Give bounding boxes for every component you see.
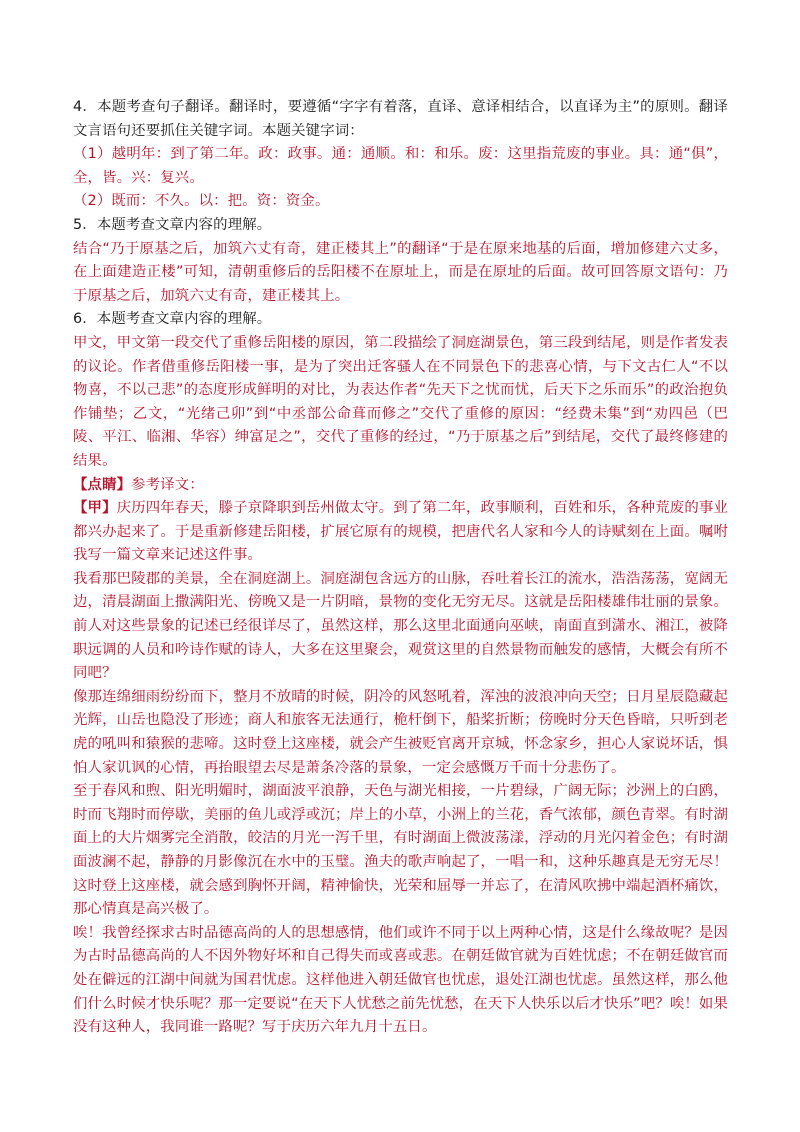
dianjing-heading <box>73 474 728 498</box>
q4-heading: 4．本题考查句子翻译。翻译时，要遵循“字字有着落，直译、意译相结合，以直译为主”的原则。翻译文言语句还要抓住关键字词。本题关键字词： <box>73 99 728 139</box>
q5-heading: 5．本题考查文章内容的理解。 <box>73 216 272 233</box>
q5-answer: 结合“乃于原基之后，加筑六丈有奇，建正楼其上”的翻译“于是在原来地基的后面，增加修建六丈多，在上面建造正楼”可知，清朝重修后的岳阳楼不在原址上，而是在原址的后面。故可回答原文语句：乃于原基之后，加筑六丈有奇，建正楼其上。 <box>73 240 728 304</box>
translation-para-5: 唉！我曾经探求古时品德高尚的人的思想感情，他们或许不同于以上两种心情，这是什么缘故呢？是因为古时品德高尚的人不因外物好坏和自己得失而或喜或悲。在朝廷做官就为百姓忧虑；不在朝廷做官而处在僻远的江湖中间就为国君忧虑。这样他进入朝廷做官也忧虑，退处江湖也忧虑。虽然这样，那么他们什么时候才快乐呢？那一定要说“在天下人忧愁之前先忧愁，在天下人快乐以后才快乐”吧？唉！如果没有这种人，我同谁一路呢？写于庆历六年九月十五日。 <box>73 924 729 1036</box>
q6-heading: 6．本题考查文章内容的理解。 <box>73 311 272 328</box>
translation-para-1-text: 庆历四年春天，滕子京降职到岳州做太守。到了第二年，政事顺利，百姓和乐，各种荒废的事业都兴办起来了。于是重新修建岳阳楼，扩展它原有的规模，把唐代名人家和今人的诗赋刻在上面。嘱咐我写一篇文章来记述这件事。 <box>73 500 728 564</box>
translation-para-2: 我看那巴陵郡的美景，全在洞庭湖上。洞庭湖包含远方的山脉，吞吐着长江的流水，浩浩荡荡，宽阔无边，清晨湖面上撒满阳光、傍晚又是一片阴暗，景物的变化无穷无尽。这就是岳阳楼雄伟壮丽的景象。前人对这些景象的记述已经很详尽了，虽然这样，那么这里北面通向巫峡，南面直到潇水、湘江，被降职远调的人员和吟诗作赋的诗人，大多在这里聚会，观赏这里的自然景物而触发的感情，大概会有所不同吧？ <box>73 570 728 682</box>
translation-para-4: 至于春风和煦、阳光明媚时，湖面波平浪静，天色与湖光相接，一片碧绿，广阔无际；沙洲上的白鸥，时而飞翔时而停歇，美丽的鱼儿或浮或沉；岸上的小草，小洲上的兰花，香气浓郁，颜色青翠。有时湖面上的大片烟雾完全消散，皎洁的月光一泻千里，有时湖面上微波荡漾，浮动的月光闪着金色；有时湖面波澜不起，静静的月影像沉在水中的玉璧。渔夫的歌声响起了，一唱一和，这种乐趣真是无穷无尽！这时登上这座楼，就会感到胸怀开阔，精神愉快，光荣和屈辱一并忘了，在清风吹拂中端起酒杯痛饮，那心情真是高兴极了。 <box>73 783 728 918</box>
q4-keyword-2: （2）既而：不久。以：把。资：资金。 <box>73 193 330 210</box>
translation-para-1 <box>73 497 728 568</box>
translation-para-3: 像那连绵细雨纷纷而下，整月不放晴的时候，阴冷的风怒吼着，浑浊的波浪冲向天空；日月星辰隐藏起光辉，山岳也隐没了形迹；商人和旅客无法通行，桅杆倒下，船桨折断；傍晚时分天色昏暗，只听到老虎的吼叫和猿猴的悲啼。这时登上这座楼，就会产生被贬官离开京城，怀念家乡，担心人家说坏话，惧怕人家讥讽的心情，再抬眼望去尽是萧条冷落的景象，一定会感慨万千而十分悲伤了。 <box>73 688 728 776</box>
q6-answer: 甲文，甲文第一段交代了重修岳阳楼的原因，第二段描绘了洞庭湖景色，第三段到结尾，则是作者发表的议论。作者借重修岳阳楼一事，是为了突出迁客骚人在不同景色下的悲喜心情，与下文古仁人“不以物喜，不以己悲”的态度形成鲜明的对比，为表达作者“先天下之忧而忧，后天下之乐而乐”的政治抱负作铺垫；乙文，“光绪己卯”到“中丞部公命葺而修之”交代了重修的原因：“经费未集”到“劝四邑（巴陵、平江、临湘、华容）绅富足之”，交代了重修的经过，“乃于原基之后”到结尾，交代了最终修建的结果。 <box>73 334 728 469</box>
answer-analysis-section <box>73 96 728 1040</box>
dianjing-label: 【点睛】 <box>73 476 132 493</box>
q4-keyword-1: （1）越明年：到了第二年。政：政事。通：通顺。和：和乐。废：这里指荒废的事业。具：通“俱”，全，皆。兴：复兴。 <box>73 146 728 186</box>
jia-label: 【甲】 <box>73 500 117 517</box>
dianjing-rest: 参考译文： <box>131 476 204 493</box>
